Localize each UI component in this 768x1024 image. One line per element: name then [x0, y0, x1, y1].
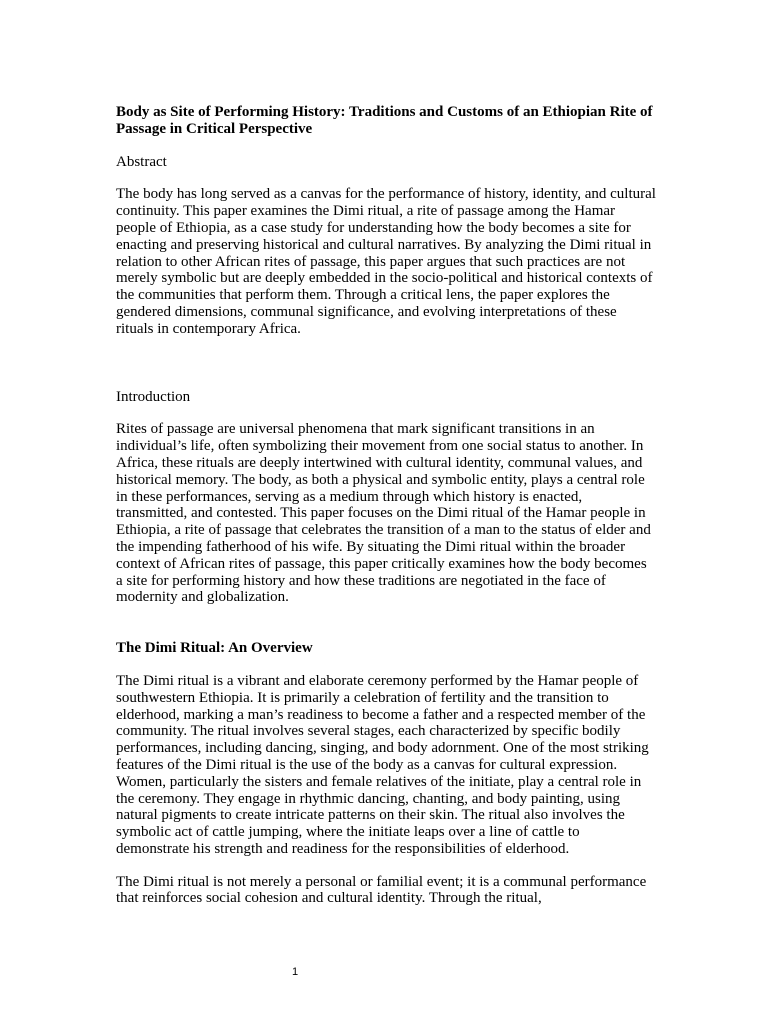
dimi-ritual-heading: The Dimi Ritual: An Overview — [116, 640, 313, 657]
document-body — [116, 104, 656, 923]
dimi-ritual-paragraph-1: The Dimi ritual is a vibrant and elaborate ceremony performed by the Hamar people of southwestern Ethiopia. It is primarily a celebration of fertility and the transition to elderhood, marking a man’s readiness to become a father and a respected member of the community. The ritual involves several stages, each characterized by specific bodily performances, including dancing, singing, and body adornment. One of the most striking features of the Dimi ritual is the use of the body as a canvas for cultural expression. Women, particularly the sisters and female relatives of the initiate, play a central role in the ceremony. They engage in rhythmic dancing, chanting, and body painting, using natural pigments to create intricate patterns on their skin. The ritual also involves the symbolic act of cattle jumping, where the initiate leaps over a line of cattle to demonstrate his strength and readiness for the responsibilities of elderhood. — [116, 672, 649, 857]
introduction-heading: Introduction — [116, 388, 191, 405]
section-spacer — [116, 622, 656, 640]
section-spacer — [116, 354, 656, 389]
paper-title: Body as Site of Performing History: Traditions and Customs of an Ethiopian Rite of Passage in Critical Perspective — [116, 104, 653, 137]
abstract-paragraph: The body has long served as a canvas for the performance of history, identity, and cultural continuity. This paper examines the Dimi ritual, a rite of passage among the Hamar people of Ethiopia, as a case study for understanding how the body becomes a site for enacting and preserving historical and cultural narratives. By analyzing the Dimi ritual in relation to other African rites of passage, this paper argues that such practices are not merely symbolic but are deeply embedded in the socio-political and historical contexts of the communities that perform them. Through a critical lens, the paper explores the gendered dimensions, communal significance, and evolving interpretations of these rituals in contemporary Africa. — [116, 186, 656, 337]
page-number: 1 — [291, 966, 299, 978]
introduction-paragraph: Rites of passage are universal phenomena that mark significant transitions in an individual’s life, often symbolizing their movement from one social status to another. In Africa, these rituals are deeply intertwined with cultural identity, communal values, and historical memory. The body, as both a physical and symbolic entity, plays a central role in these performances, serving as a medium through which history is enacted, transmitted, and contested. This paper focuses on the Dimi ritual of the Hamar people in Ethiopia, a rite of passage that celebrates the transition of a man to the status of elder and the impending fatherhood of his wife. By situating the Dimi ritual within the broader context of African rites of passage, this paper critically examines how the body becomes a site for performing history and how these traditions are negotiated in the face of modernity and globalization. — [116, 421, 651, 606]
abstract-heading: Abstract — [116, 153, 167, 170]
dimi-ritual-paragraph-2: The Dimi ritual is not merely a personal or familial event; it is a communal performance that reinforces social cohesion and cultural identity. Through the ritual, — [116, 873, 647, 907]
